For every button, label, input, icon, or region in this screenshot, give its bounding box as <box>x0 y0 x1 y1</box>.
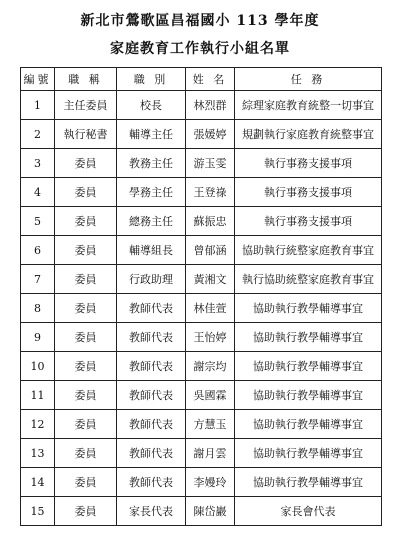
cell-name: 黃湘文 <box>186 265 235 294</box>
cell-task: 協助執行教學輔導事宜 <box>235 410 382 439</box>
table-row <box>21 381 382 410</box>
table-row <box>21 149 382 178</box>
cell-number: 13 <box>21 439 55 468</box>
cell-task: 協助執行教學輔導事宜 <box>235 468 382 497</box>
cell-title: 執行秘書 <box>55 120 117 149</box>
column-header-title: 職 稱 <box>55 68 117 91</box>
cell-title: 委員 <box>55 265 117 294</box>
table-header-row <box>21 68 382 91</box>
cell-task: 協助執行教學輔導事宜 <box>235 381 382 410</box>
cell-title: 委員 <box>55 149 117 178</box>
cell-position: 家長代表 <box>117 497 186 526</box>
cell-number: 9 <box>21 323 55 352</box>
table-row <box>21 439 382 468</box>
cell-number: 1 <box>21 91 55 120</box>
table-row <box>21 410 382 439</box>
cell-task: 協助執行教學輔導事宜 <box>235 323 382 352</box>
cell-name: 王登祿 <box>186 178 235 207</box>
cell-position: 輔導組長 <box>117 236 186 265</box>
cell-title: 主任委員 <box>55 91 117 120</box>
cell-position: 總務主任 <box>117 207 186 236</box>
cell-number: 12 <box>21 410 55 439</box>
cell-number: 2 <box>21 120 55 149</box>
school-title: 新北市鶯歌區昌福國小 113 學年度 <box>80 13 320 29</box>
table-body <box>21 91 382 526</box>
cell-position: 教師代表 <box>117 352 186 381</box>
cell-task: 規劃執行家庭教育統整事宜 <box>235 120 382 149</box>
document-title: 家庭教育工作執行小組名單 <box>110 41 290 57</box>
cell-number: 5 <box>21 207 55 236</box>
cell-title: 委員 <box>55 178 117 207</box>
table-row <box>21 265 382 294</box>
cell-task: 協助執行教學輔導事宜 <box>235 352 382 381</box>
column-header-name: 姓 名 <box>186 68 235 91</box>
table-row <box>21 91 382 120</box>
cell-name: 林烈群 <box>186 91 235 120</box>
cell-task: 協助執行統整家庭教育事宜 <box>235 236 382 265</box>
cell-number: 4 <box>21 178 55 207</box>
cell-name: 蘇振忠 <box>186 207 235 236</box>
table-row <box>21 120 382 149</box>
cell-name: 謝宗均 <box>186 352 235 381</box>
cell-number: 14 <box>21 468 55 497</box>
table-row <box>21 468 382 497</box>
cell-number: 7 <box>21 265 55 294</box>
table-row <box>21 294 382 323</box>
cell-position: 教師代表 <box>117 294 186 323</box>
cell-number: 10 <box>21 352 55 381</box>
cell-name: 曾郁涵 <box>186 236 235 265</box>
cell-title: 委員 <box>55 497 117 526</box>
cell-position: 行政助理 <box>117 265 186 294</box>
cell-title: 委員 <box>55 236 117 265</box>
column-header-position: 職 別 <box>117 68 186 91</box>
cell-title: 委員 <box>55 381 117 410</box>
cell-title: 委員 <box>55 352 117 381</box>
cell-number: 3 <box>21 149 55 178</box>
cell-task: 執行協助統整家庭教育事宜 <box>235 265 382 294</box>
cell-position: 輔導主任 <box>117 120 186 149</box>
cell-name: 王怡婷 <box>186 323 235 352</box>
cell-number: 15 <box>21 497 55 526</box>
table-row <box>21 178 382 207</box>
cell-position: 學務主任 <box>117 178 186 207</box>
cell-name: 游玉雯 <box>186 149 235 178</box>
cell-name: 林佳萱 <box>186 294 235 323</box>
cell-position: 校長 <box>117 91 186 120</box>
cell-number: 11 <box>21 381 55 410</box>
cell-position: 教務主任 <box>117 149 186 178</box>
cell-task: 執行事務支援事項 <box>235 178 382 207</box>
cell-position: 教師代表 <box>117 468 186 497</box>
cell-task: 協助執行教學輔導事宜 <box>235 439 382 468</box>
cell-name: 方慧玉 <box>186 410 235 439</box>
cell-name: 吳國霖 <box>186 381 235 410</box>
cell-task: 家長會代表 <box>235 497 382 526</box>
cell-task: 執行事務支援事項 <box>235 149 382 178</box>
cell-task: 綜理家庭教育統整一切事宜 <box>235 91 382 120</box>
cell-task: 執行事務支援事項 <box>235 207 382 236</box>
cell-position: 教師代表 <box>117 323 186 352</box>
cell-name: 謝月雲 <box>186 439 235 468</box>
cell-title: 委員 <box>55 294 117 323</box>
cell-position: 教師代表 <box>117 410 186 439</box>
cell-number: 6 <box>21 236 55 265</box>
cell-name: 張媛婷 <box>186 120 235 149</box>
column-header-task: 任 務 <box>235 68 382 91</box>
cell-title: 委員 <box>55 439 117 468</box>
table-row <box>21 352 382 381</box>
cell-title: 委員 <box>55 207 117 236</box>
cell-title: 委員 <box>55 323 117 352</box>
column-header-number: 編號 <box>21 68 55 91</box>
cell-position: 教師代表 <box>117 381 186 410</box>
cell-task: 協助執行教學輔導事宜 <box>235 294 382 323</box>
cell-position: 教師代表 <box>117 439 186 468</box>
table-row <box>21 236 382 265</box>
cell-name: 李嫚玲 <box>186 468 235 497</box>
member-roster-table <box>20 67 382 526</box>
cell-number: 8 <box>21 294 55 323</box>
cell-name: 陳岱巖 <box>186 497 235 526</box>
cell-title: 委員 <box>55 468 117 497</box>
cell-title: 委員 <box>55 410 117 439</box>
table-row <box>21 323 382 352</box>
table-row <box>21 497 382 526</box>
table-row <box>21 207 382 236</box>
